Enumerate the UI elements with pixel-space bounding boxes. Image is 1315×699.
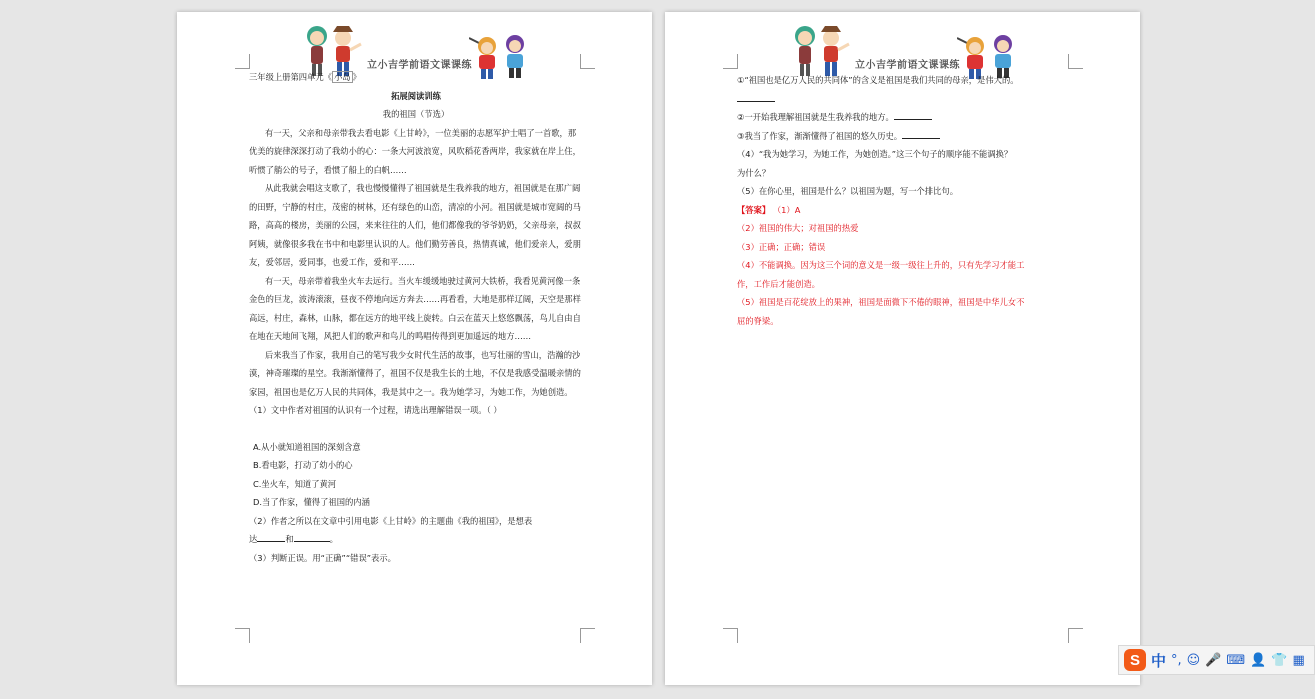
punctuation-toggle[interactable]: °, — [1171, 652, 1182, 668]
statement-1-blank — [737, 90, 1071, 109]
answer-2: （2）祖国的伟大；对祖国的热爱 — [737, 223, 859, 233]
option-c: C.坐火车，知道了黄河 — [253, 478, 337, 489]
crop-mark — [235, 628, 250, 643]
page-2-body — [737, 71, 1071, 330]
crop-mark — [723, 54, 738, 69]
statement-1: ①“祖国也是亿万人民的共同体”的含义是祖国是我们共同的母亲，是伟大的。 — [737, 75, 1019, 85]
header-title: 立小吉学前语文课课练 — [855, 60, 960, 71]
microphone-icon[interactable]: 🎤 — [1205, 652, 1222, 668]
skin-icon[interactable]: 👕 — [1271, 652, 1288, 668]
answer-4-cont: 作，工作后才能创造。 — [737, 278, 820, 289]
page-1-body — [249, 68, 583, 567]
statement-2: ②一开始我理解祖国就是生我养我的地方。 — [737, 108, 1071, 127]
question-3: （3）判断正误。用“正确”“错误”表示。 — [249, 552, 396, 563]
crop-mark — [1068, 628, 1083, 643]
crop-mark — [580, 54, 595, 69]
statement-3: ③我当了作家，渐渐懂得了祖国的悠久历史。 — [737, 127, 1071, 146]
article-paragraph: 有一天，母亲带着我坐火车去远行。当火车缓缓地驶过黄河大铁桥，我看见黄河像一条金色的巨龙，波涛滚滚，昼夜不停地向远方奔去……再看看，大地是那样辽阔，天空是那样高远，村庄，森林，山脉，都在远方的地平线上旋转。白云在蓝天上悠悠飘荡，鸟儿自由自在地在天地间飞翔，风把人们的歌声和鸟儿的鸣唱传得到更加遥远的地方…… — [249, 275, 581, 341]
header-title: 立小吉学前语文课课练 — [367, 60, 472, 71]
option-a: A.从小就知道祖国的深刻含意 — [253, 441, 361, 452]
answer-blank — [294, 532, 330, 542]
ime-language-toggle[interactable]: 中 — [1151, 651, 1167, 670]
answer-4: （4）不能调换。因为这三个词的意义是一级一级往上升的，只有先学习才能工 — [737, 260, 1025, 270]
document-page-2 — [665, 12, 1140, 685]
toolbox-icon[interactable]: ▦ — [1292, 652, 1305, 668]
question-2: （2）作者之所以在文章中引用电影《上甘岭》的主题曲《我的祖国》，是想表 — [249, 515, 533, 526]
answer-5-cont: 屈的脊梁。 — [737, 315, 779, 326]
ime-toolbar[interactable] — [1118, 645, 1315, 675]
user-icon[interactable]: 👤 — [1250, 652, 1267, 668]
option-b: B.看电影，打动了幼小的心 — [253, 460, 353, 470]
answer-3: （3）正确；正确；错误 — [737, 241, 826, 252]
answer-1: 【答案】 （1）A — [737, 204, 801, 215]
question-4-cont: 为什么？ — [737, 167, 771, 178]
answer-blank — [902, 129, 940, 139]
crop-mark — [1068, 54, 1083, 69]
question-5: （5）在你心里，祖国是什么？以祖国为题，写一个排比句。 — [737, 186, 958, 196]
question-4: （4）“我为她学习，为她工作，为她创造。”这三个句子的顺序能不能调换？ — [737, 149, 1013, 159]
unit-subtitle: 三年级上册第四单元《 小岛 》 — [249, 72, 361, 82]
document-page-1 — [177, 12, 652, 685]
answer-blank — [894, 110, 932, 120]
keyboard-icon[interactable]: ⌨ — [1226, 652, 1246, 668]
question-2-blanks: 达 和 。 — [249, 534, 338, 544]
article-paragraph: 后来我当了作家，我用自己的笔写我少女时代生活的故事，也写壮丽的雪山，浩瀚的沙漠，神奇璀璨的星空。我渐渐懂得了，祖国不仅是我生长的土地，不仅是我感受温暖亲情的家园，祖国也是亿万人民的共同体，我是其中之一。我为她学习，为她工作，为她创造。 — [249, 349, 581, 397]
crop-mark — [723, 628, 738, 643]
article-paragraph: 从此我就会唱这支歌了，我也慢慢懂得了祖国就是生我养我的地方，祖国就是在那广阔的田野，宁静的村庄，茂密的树林，还有绿色的山峦，清凉的小河。祖国就是城市宽阔的马路，高高的楼房，美丽的公园，来来往往的人们，他们都像我的爷爷奶奶，父亲母亲，叔叔阿姨，就像很多我在书中和电影里认识的人。他们勤劳善良，热情真诚，他们爱亲人，爱朋友，爱邻居，爱同事，也爱工作，爱和平…… — [249, 183, 581, 267]
emoji-icon[interactable]: ☺ — [1186, 652, 1201, 668]
answer-5: （5）祖国是百花绽放上的果神，祖国是面微下不倦的眼神，祖国是中华儿女不 — [737, 297, 1025, 307]
article-title: 我的祖国（节选） — [382, 109, 450, 119]
option-d: D.当了作家，懂得了祖国的内涵 — [253, 497, 370, 507]
question-1: （1）文中作者对祖国的认识有一个过程，请选出理解错误一项。（ ） — [249, 405, 502, 415]
exercise-title: 拓展阅读训练 — [391, 90, 441, 101]
sogou-logo-icon[interactable]: S — [1124, 649, 1146, 671]
crop-mark — [580, 628, 595, 643]
cartoon-kids-left-icon — [791, 22, 851, 78]
answer-blank — [257, 532, 285, 542]
article-paragraph: 有一天，父亲和母亲带我去看电影《上甘岭》，一位美丽的志愿军护士唱了一首歌，那优美的旋律深深打动了我幼小的心：一条大河波浪宽，风吹稻花香两岸，我家就在岸上住，听惯了艄公的号子，看惯了船上的白帆…… — [249, 127, 581, 175]
crop-mark — [235, 54, 250, 69]
answer-blank — [737, 92, 775, 102]
